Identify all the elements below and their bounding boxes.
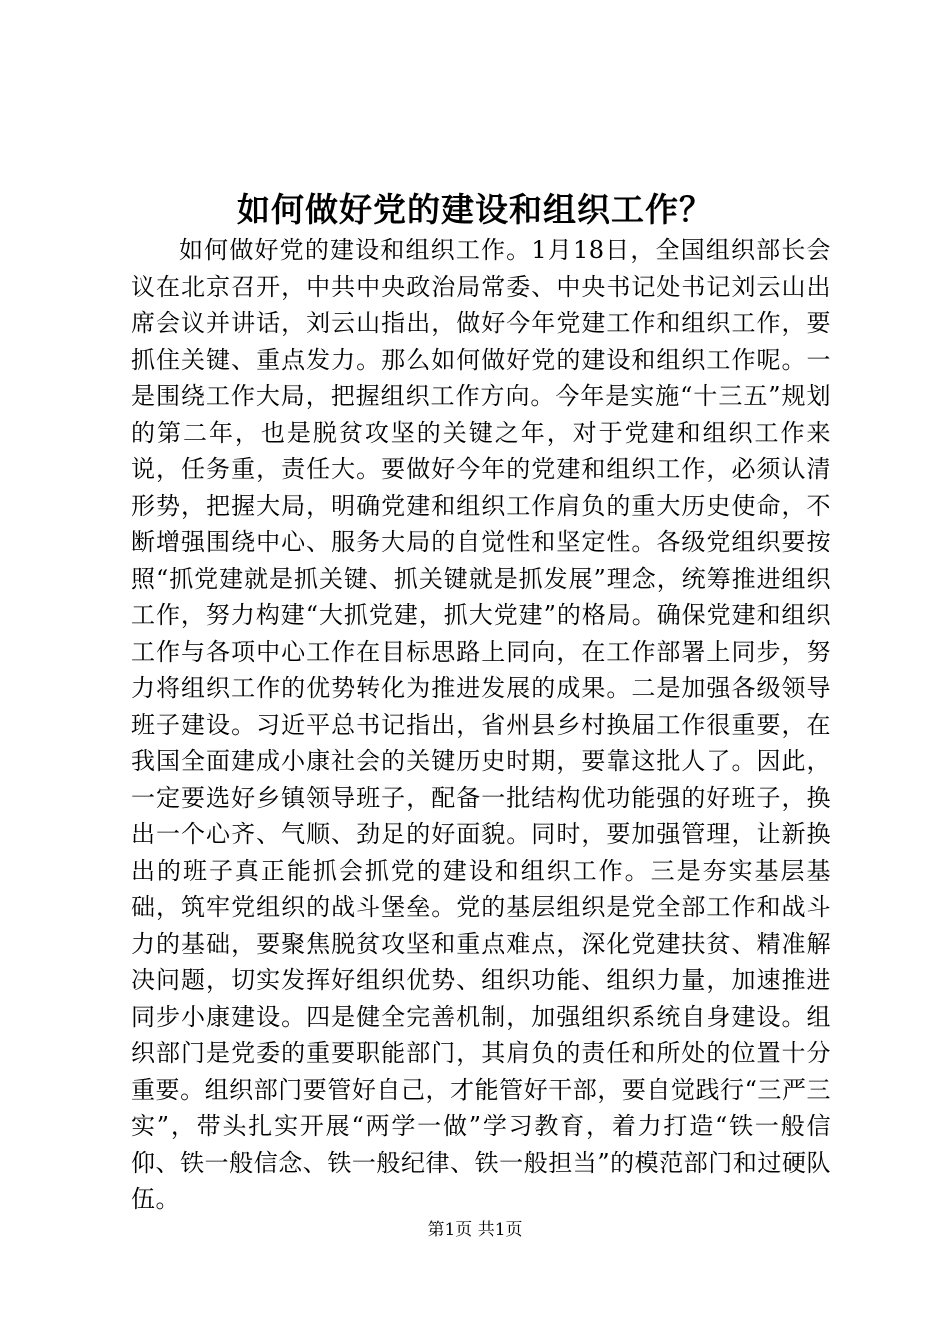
page-footer: 第1页 共1页 [427,1220,523,1240]
document-title: 如何做好党的建设和组织工作？ [237,190,713,229]
body-paragraph: 如何做好党的建设和组织工作。1月18日，全国组织部长会议在北京召开，中共中央政治局常委、中央书记处书记刘云山出席会议并讲话，刘云山指出，做好今年党建工作和组织工作，要抓住关键、重点发力。那么如何做好党的建设和组织工作呢。一是围绕工作大局，把握组织工作方向。今年是实施“十三五”规划的第二年，也是脱贫攻坚的关键之年，对于党建和组织工作来说，任务重，责任大。要做好今年的党建和组织工作，必须认清形势，把握大局，明确党建和组织工作肩负的重大历史使命，不断增强围绕中心、服务大局的自觉性和坚定性。各级党组织要按照“抓党建就是抓关键、抓关键就是抓发展”理念，统筹推进组织工作，努力构建“大抓党建，抓大党建”的格局。确保党建和组织工作与各项中心工作在目标思路上同向，在工作部署上同步，努力将组织工作的优势转化为推进发展的成果。二是加强各级领导班子建设。习近平总书记指出，省州县乡村换届工作很重要，在我国全面建成小康社会的关键历史时期，要靠这批人了。因此，一定要选好乡镇领导班子，配备一批结构优功能强的好班子，换出一个心齐、气顺、劲足的好面貌。同时，要加强管理，让新换出的班子真正能抓会抓党的建设和组织工作。三是夯实基层基础，筑牢党组织的战斗堡垒。党的基层组织是党全部工作和战斗力的基础，要聚焦脱贫攻坚和重点难点，深化党建扶贫、精准解决问题，切实发挥好组织优势、组织功能、组织力量，加速推进同步小康建设。四是健全完善机制，加强组织系统自身建设。组织部门是党委的重要职能部门，其肩负的责任和所处的位置十分重要。组织部门要管好自己，才能管好干部，要自觉践行“三严三实”，带头扎实开展“两学一做”学习教育，着力打造“铁一般信仰、铁一般信念、铁一般纪律、铁一般担当”的模范部门和过硬队伍。 [131,236,831,1213]
